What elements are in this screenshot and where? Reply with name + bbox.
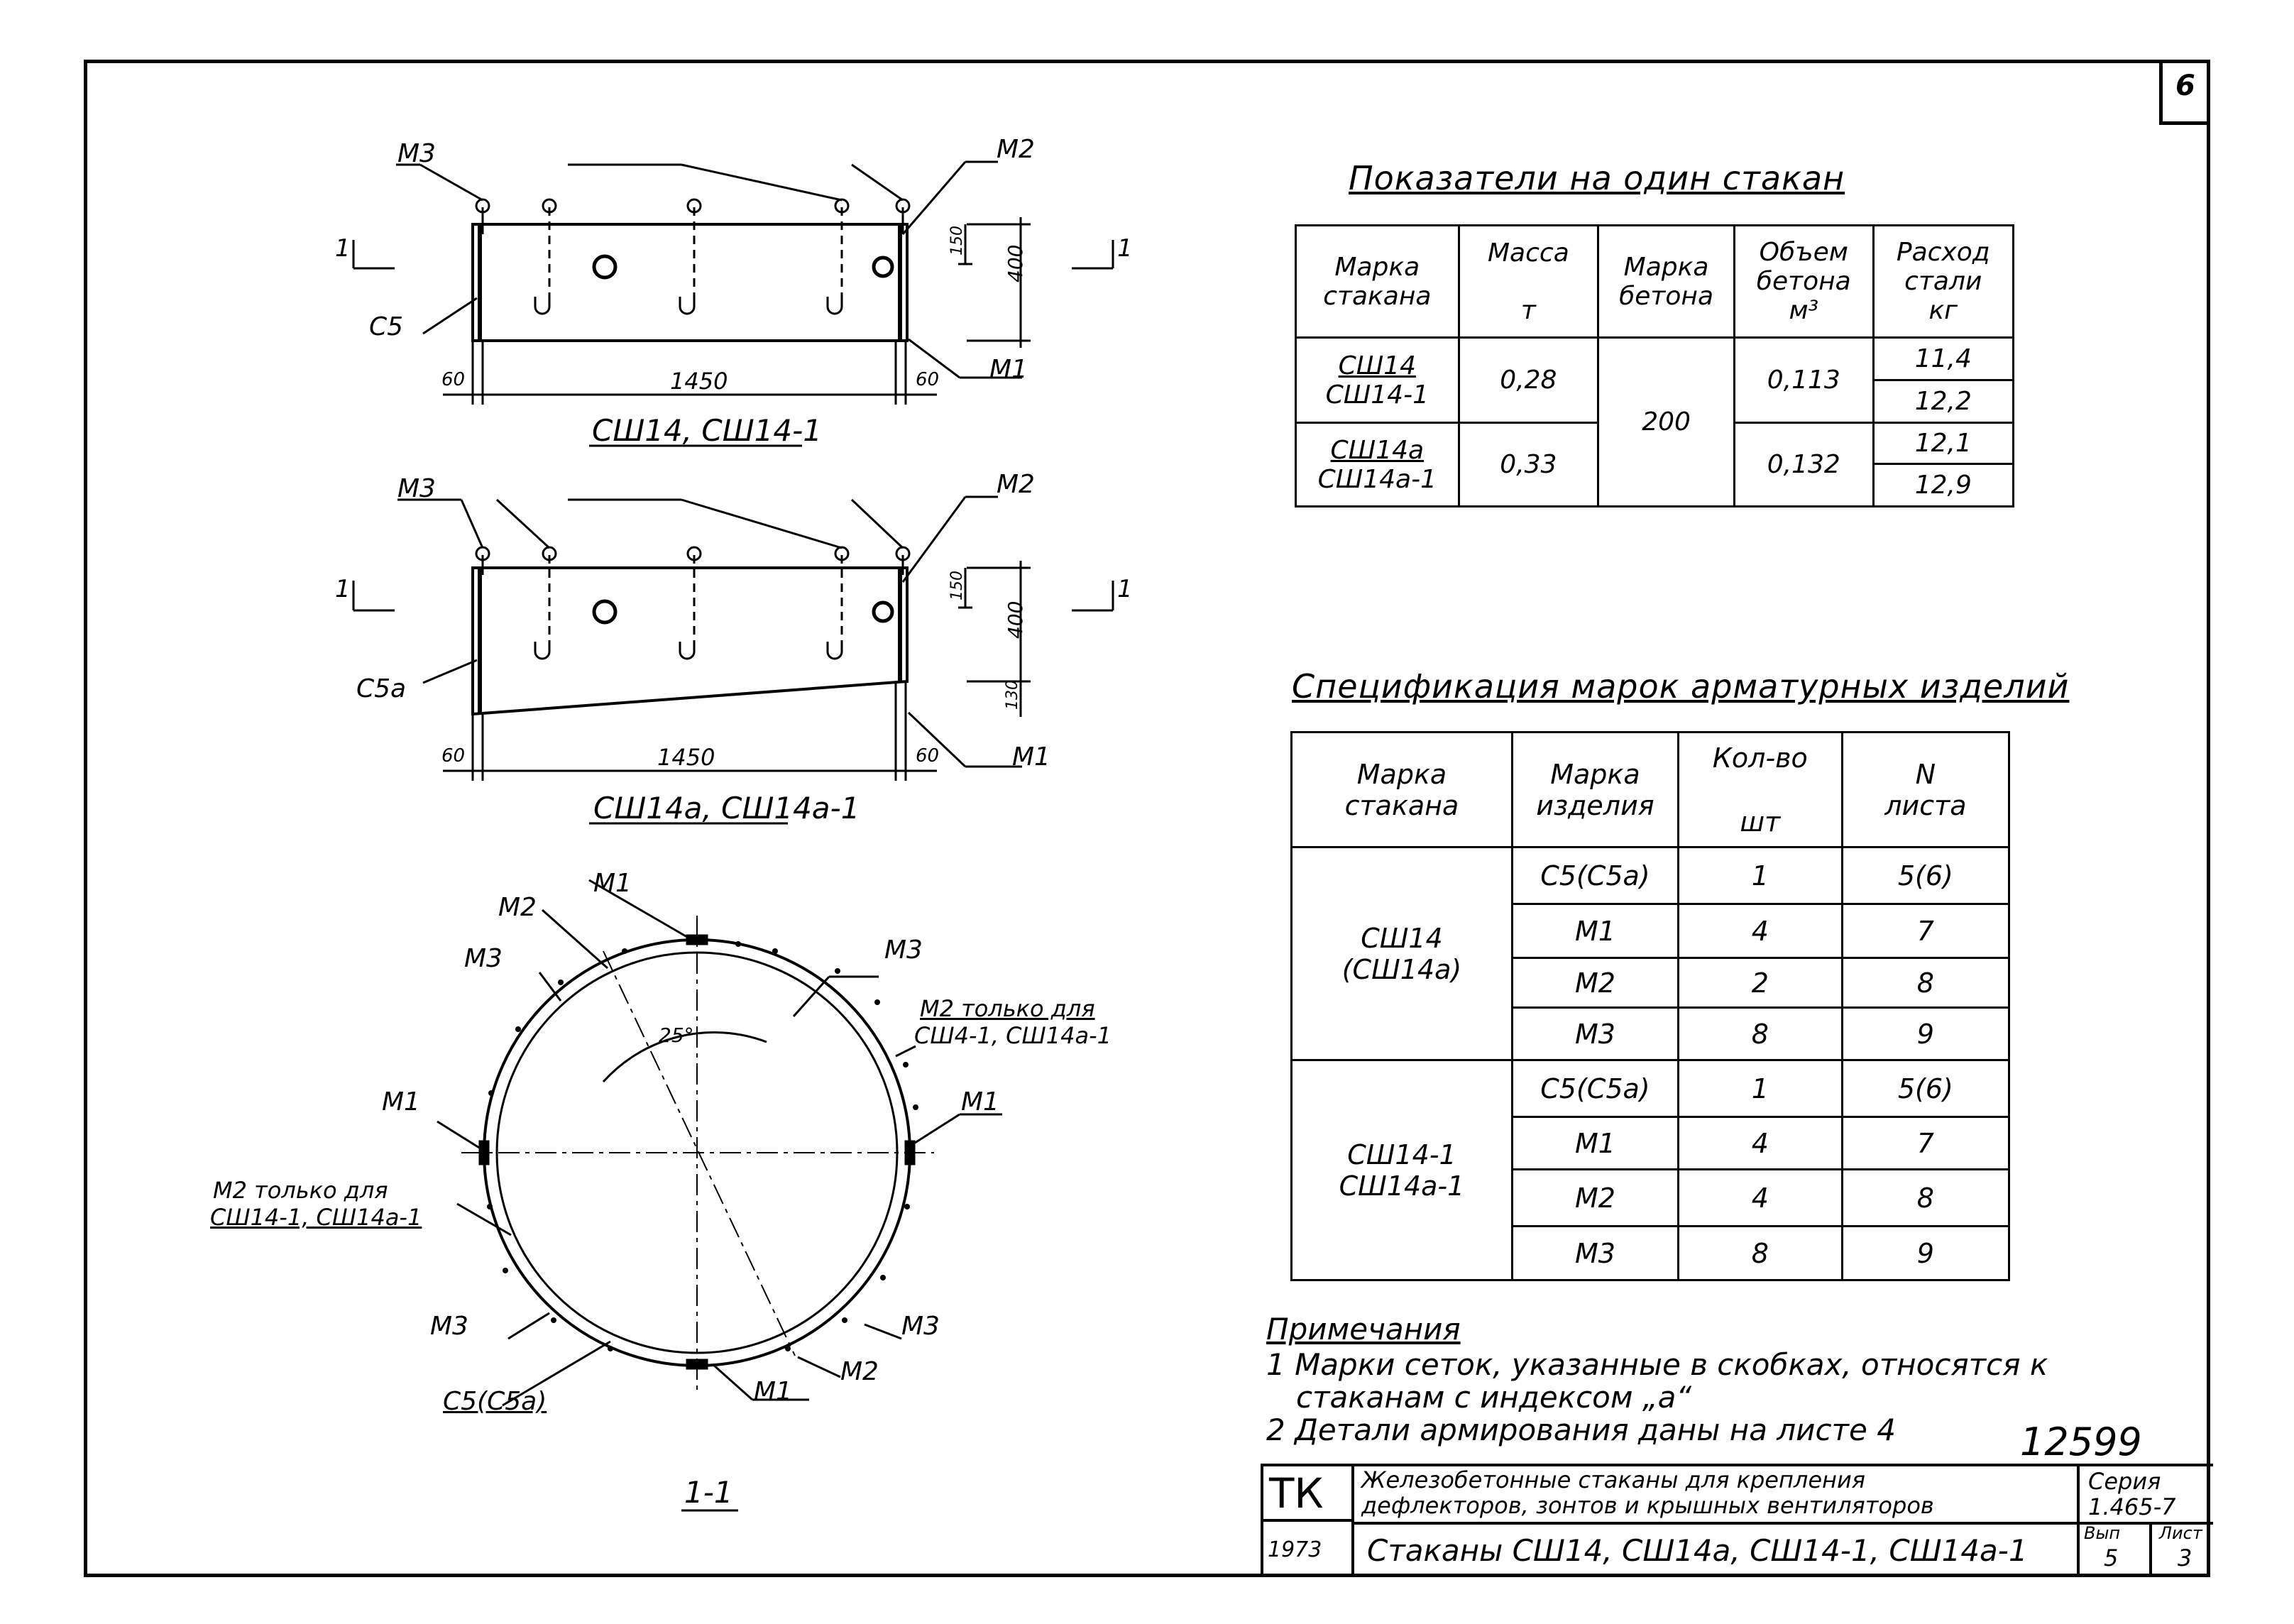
plan-m3-botright: М3 bbox=[901, 1312, 940, 1341]
t1-h1a: Марка bbox=[1334, 252, 1420, 282]
t1-r1-steel-b: 12,2 bbox=[1873, 380, 2013, 423]
stamp-issue-label: Вып bbox=[2084, 1523, 2121, 1543]
elev1-title: СШ14, СШ14-1 bbox=[592, 413, 822, 448]
stamp-sheet-value: 3 bbox=[2178, 1545, 2193, 1571]
t1-h4b: бетона bbox=[1756, 267, 1851, 296]
notes-heading: Примечания bbox=[1266, 1312, 1461, 1346]
t1-r1-mark-a: СШ14 bbox=[1338, 351, 1417, 380]
plan-m1-top: М1 bbox=[593, 869, 632, 898]
t2-g2-r1-sheet: 5(6) bbox=[1842, 1060, 2009, 1117]
elev2-title: СШ14а, СШ14а-1 bbox=[593, 791, 860, 825]
t2-g1-r1-sheet: 5(6) bbox=[1842, 847, 2009, 904]
plan-m1-bot: М1 bbox=[754, 1377, 792, 1406]
t2-g2-r3-item: М2 bbox=[1512, 1170, 1678, 1227]
t1-r1-steel-a: 11,4 bbox=[1873, 338, 2013, 380]
t2-g2-r2-sheet: 7 bbox=[1842, 1117, 2009, 1170]
t1-h5a: Расход bbox=[1896, 238, 1990, 267]
stamp-sheet-label: Лист bbox=[2159, 1523, 2202, 1543]
t1-h2b: т bbox=[1520, 295, 1536, 325]
sheet-number: 6 bbox=[2175, 70, 2195, 102]
indicators-table bbox=[1295, 224, 2014, 508]
t2-g1-r1-qty: 1 bbox=[1678, 847, 1842, 904]
elev1-c5-label: С5 bbox=[369, 312, 404, 341]
stamp-year: 1973 bbox=[1268, 1537, 1322, 1562]
archive-number: 12599 bbox=[2020, 1420, 2142, 1464]
stamp-title-1: Железобетонные стаканы для крепления bbox=[1361, 1466, 1865, 1493]
t2-g1-r4-item: М3 bbox=[1512, 1008, 1678, 1060]
plan-m2-only-left-1: М2 только для bbox=[213, 1177, 388, 1204]
t2-h3a: Кол-во bbox=[1712, 742, 1808, 774]
t2-g2-r4-sheet: 9 bbox=[1842, 1227, 2009, 1280]
elev1-section-left: 1 bbox=[335, 234, 351, 263]
t2-g1-mark-b: (СШ14а) bbox=[1341, 953, 1462, 985]
t2-h2a: Марка bbox=[1550, 758, 1640, 790]
elev2-section-left: 1 bbox=[335, 575, 351, 603]
t1-r2-steel-a: 12,1 bbox=[1873, 423, 2013, 464]
t2-g1-r2-qty: 4 bbox=[1678, 904, 1842, 958]
t2-g1-r2-sheet: 7 bbox=[1842, 904, 2009, 958]
elev2-dim-main: 1450 bbox=[657, 744, 715, 771]
title-block bbox=[1261, 1464, 2213, 1576]
notes-line-3: 2 Детали армирования даны на листе 4 bbox=[1266, 1412, 1896, 1447]
elev2-dim-top: 150 bbox=[948, 571, 966, 600]
t1-r2-steel-b: 12,9 bbox=[1873, 464, 2013, 507]
plan-title: 1-1 bbox=[684, 1475, 733, 1510]
elev1-m1-label: М1 bbox=[989, 355, 1028, 384]
elev1-m2-label: М2 bbox=[997, 135, 1035, 164]
t1-r2-mark-b: СШ14а-1 bbox=[1317, 464, 1437, 494]
elev2-section-right: 1 bbox=[1117, 575, 1133, 603]
stamp-sheet-title: Стаканы СШ14, СШ14а, СШ14-1, СШ14а-1 bbox=[1367, 1533, 2028, 1568]
plan-m2-only-right-1: М2 только для bbox=[920, 995, 1095, 1022]
elev1-dim-top: 150 bbox=[948, 226, 966, 256]
notes-line-1: 1 Марки сеток, указанные в скобках, относятся к bbox=[1266, 1347, 2048, 1382]
stamp-org: ТК bbox=[1269, 1469, 1324, 1518]
t1-h3b: бетона bbox=[1619, 281, 1714, 311]
t2-g2-r2-qty: 4 bbox=[1678, 1117, 1842, 1170]
t1-r1-vol: 0,113 bbox=[1734, 338, 1873, 423]
plan-m3-topright: М3 bbox=[884, 936, 923, 965]
t1-h5b: стали bbox=[1904, 267, 1982, 296]
t2-g1-r1-item: С5(С5а) bbox=[1512, 847, 1678, 904]
t2-g2-r3-sheet: 8 bbox=[1842, 1170, 2009, 1227]
t1-h2a: Масса bbox=[1487, 238, 1569, 268]
t1-r1-mass: 0,28 bbox=[1459, 338, 1598, 423]
plan-m3-botleft: М3 bbox=[430, 1312, 468, 1341]
elev2-c5a-label: С5а bbox=[356, 674, 407, 703]
notes-line-2: стаканам с индексом „а“ bbox=[1296, 1380, 1692, 1415]
stamp-series-value: 1.465-7 bbox=[2088, 1493, 2176, 1520]
t2-g2-r1-item: С5(С5а) bbox=[1512, 1060, 1678, 1117]
elev2-m2-label: М2 bbox=[997, 470, 1035, 499]
t2-h2b: изделия bbox=[1536, 789, 1654, 821]
t2-g2-r2-item: М1 bbox=[1512, 1117, 1678, 1170]
t2-g2-r4-qty: 8 bbox=[1678, 1227, 1842, 1280]
t2-g1-r2-item: М1 bbox=[1512, 904, 1678, 958]
plan-c5-bot: С5(С5а) bbox=[443, 1387, 547, 1416]
t2-h4a: N bbox=[1915, 758, 1936, 790]
t1-h3a: Марка bbox=[1623, 252, 1709, 282]
t1-h5c: кг bbox=[1928, 296, 1958, 325]
plan-m2-only-right-2: СШ4-1, СШ14а-1 bbox=[914, 1022, 1112, 1049]
t1-r1-mark-b: СШ14-1 bbox=[1325, 380, 1429, 410]
plan-angle: 25° bbox=[659, 1024, 694, 1047]
elev1-dim-height: 400 bbox=[1004, 244, 1027, 282]
t2-g2-r4-item: М3 bbox=[1512, 1227, 1678, 1280]
plan-m1-left: М1 bbox=[382, 1087, 420, 1116]
t2-g1-r3-item: М2 bbox=[1512, 958, 1678, 1008]
t2-h1b: стакана bbox=[1344, 789, 1459, 821]
elev2-dim-right: 60 bbox=[916, 745, 940, 767]
stamp-title-2: дефлекторов, зонтов и крышных вентиляторов bbox=[1361, 1492, 1934, 1519]
elev1-dim-right: 60 bbox=[916, 369, 940, 390]
elev2-dim-bottom: 130 bbox=[1004, 680, 1021, 710]
plan-m2-bot: М2 bbox=[840, 1357, 879, 1386]
t2-g2-r1-qty: 1 bbox=[1678, 1060, 1842, 1117]
table1-title: Показатели на один стакан bbox=[1349, 159, 1845, 197]
table2-title: Спецификация марок арматурных изделий bbox=[1292, 667, 2070, 706]
elev1-dim-left: 60 bbox=[441, 369, 466, 390]
t2-g1-r3-sheet: 8 bbox=[1842, 958, 2009, 1008]
t2-g1-r4-qty: 8 bbox=[1678, 1008, 1842, 1060]
t1-h1b: стакана bbox=[1323, 281, 1432, 311]
t2-g2-mark-b: СШ14а-1 bbox=[1339, 1170, 1465, 1202]
elev2-m1-label: М1 bbox=[1012, 742, 1050, 772]
t2-h3b: шт bbox=[1740, 806, 1781, 838]
plan-m2-only-left-2: СШ14-1, СШ14а-1 bbox=[210, 1204, 422, 1231]
t1-r2-mass: 0,33 bbox=[1459, 423, 1598, 507]
t2-h4b: листа bbox=[1884, 789, 1967, 821]
t1-h4c: м³ bbox=[1789, 296, 1819, 325]
stamp-issue-value: 5 bbox=[2104, 1545, 2119, 1571]
t1-r2-vol: 0,132 bbox=[1734, 423, 1873, 507]
t2-g2-mark-a: СШ14-1 bbox=[1347, 1139, 1456, 1170]
t2-g1-r4-sheet: 9 bbox=[1842, 1008, 2009, 1060]
t1-concrete: 200 bbox=[1598, 338, 1735, 507]
t2-g2-r3-qty: 4 bbox=[1678, 1170, 1842, 1227]
elev2-dim-left: 60 bbox=[441, 745, 466, 767]
elev1-m3-label: М3 bbox=[397, 139, 436, 168]
plan-m3-topleft: М3 bbox=[464, 944, 503, 973]
elev2-dim-height: 400 bbox=[1004, 600, 1027, 639]
specification-table bbox=[1290, 731, 2010, 1281]
t2-g1-mark-a: СШ14 bbox=[1361, 922, 1443, 954]
plan-m2-top: М2 bbox=[498, 893, 537, 922]
elev1-section-right: 1 bbox=[1117, 234, 1133, 263]
t2-g1-r3-qty: 2 bbox=[1678, 958, 1842, 1008]
elev2-m3-label: М3 bbox=[397, 474, 436, 503]
t1-r2-mark-a: СШ14а bbox=[1330, 435, 1425, 465]
elevation-2-body bbox=[353, 497, 1113, 781]
elev1-dim-main: 1450 bbox=[670, 368, 728, 395]
plan-m1-right: М1 bbox=[961, 1087, 999, 1116]
stamp-series-label: Серия bbox=[2088, 1468, 2161, 1495]
t2-h1a: Марка bbox=[1356, 758, 1447, 790]
t1-h4a: Объем bbox=[1759, 238, 1848, 267]
